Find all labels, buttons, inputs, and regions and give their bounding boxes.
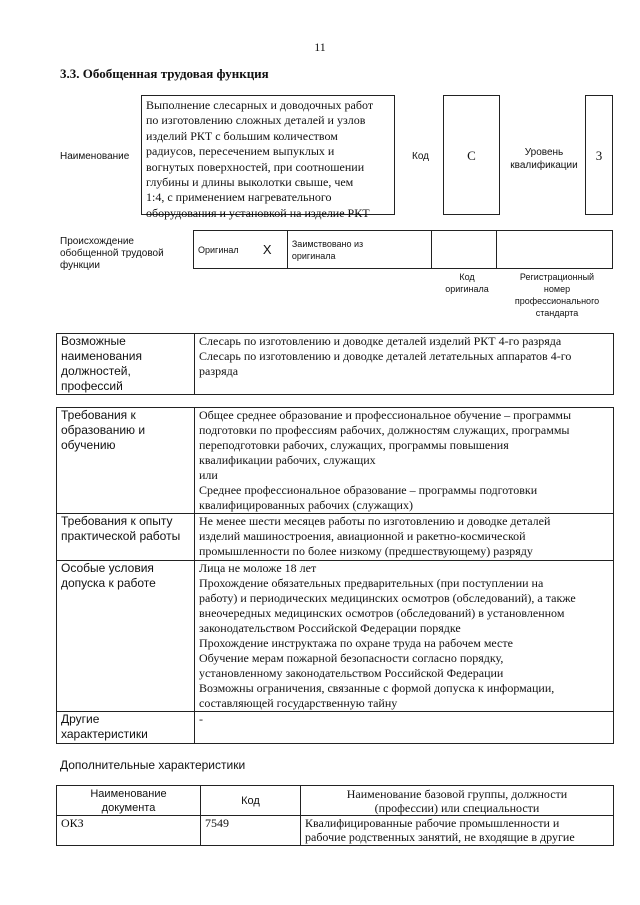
- code-label: Код: [412, 151, 430, 162]
- original-mark-cell: [247, 231, 287, 269]
- admission-label: [57, 561, 195, 712]
- origin-table: [193, 230, 613, 269]
- function-name-line: изделий РКТ с большим количеством: [146, 128, 338, 143]
- job-titles-table: [56, 333, 614, 395]
- experience-label: [57, 514, 195, 561]
- origin-label-line: функции: [60, 260, 100, 271]
- experience-line: изделий машиностроения, авиационной и ракетно-космической: [199, 529, 526, 543]
- job-titles-label-line: профессий: [61, 379, 123, 393]
- page-number: 11: [314, 40, 326, 54]
- table-row: [57, 816, 614, 846]
- other-value: [195, 712, 614, 744]
- admission-line: установленному законодательством Российской Федерации: [199, 666, 504, 680]
- experience-label-line: практической работы: [61, 529, 181, 543]
- admission-line: Прохождение инструктажа по охране труда на рабочем месте: [199, 636, 513, 650]
- function-name-line: радиусов, пересечением выпуклых и: [146, 144, 335, 159]
- reg-number-cell: [497, 231, 613, 269]
- other-label-line: Другие: [61, 712, 100, 726]
- header-group-line: Наименование базовой группы, должности: [346, 786, 568, 801]
- original-cell: [194, 231, 248, 269]
- admission-line: внеочередных медицинских осмотров (обследований) в установленном: [199, 606, 565, 620]
- job-titles-label-line: наименования: [61, 349, 142, 363]
- admission-line: Прохождение обязательных предварительных (при поступлении на: [199, 576, 544, 590]
- education-line: подготовки по профессиям рабочих, должностям служащих, программы: [199, 423, 570, 437]
- original-mark: X: [262, 242, 272, 257]
- code-original-cell: [431, 231, 497, 269]
- admission-line: Лица не моложе 18 лет: [199, 561, 317, 575]
- code-original-caption-line: Код: [459, 272, 475, 282]
- row-group-line: Квалифицированные рабочие промышленности и: [305, 816, 560, 830]
- qualification-level-label: [503, 146, 585, 172]
- borrowed-label-line: Заимствовано из: [291, 238, 364, 249]
- requirement-row-admission: [57, 561, 614, 712]
- header-code-text: Код: [241, 794, 260, 807]
- education-label-line: Требования к: [61, 408, 136, 422]
- experience-label-line: Требования к опыту: [61, 514, 173, 528]
- education-line: или: [199, 468, 218, 482]
- other-line: -: [199, 712, 203, 726]
- qualification-level-box: [585, 95, 613, 215]
- reg-number-caption-line: профессионального: [514, 296, 600, 306]
- additional-title: Дополнительные характеристики: [60, 758, 246, 772]
- function-name-box: [141, 95, 395, 220]
- origin-label-line: обобщенной трудовой: [60, 248, 164, 259]
- job-title-line: разряда: [199, 364, 239, 378]
- education-line: квалификации рабочих, служащих: [199, 453, 376, 467]
- education-label: [57, 408, 195, 514]
- admission-label-line: Особые условия: [61, 561, 154, 575]
- origin-label-line: Происхождение: [60, 236, 134, 247]
- section-title: 3.3. Обобщенная трудовая функция: [60, 66, 269, 81]
- requirement-row-experience: [57, 514, 614, 561]
- name-label: Наименование: [60, 151, 130, 162]
- education-line: Среднее профессиональное образование – программы подготовки: [199, 483, 538, 497]
- experience-line: промышленности по более низкому (предшествующему) разряду: [199, 544, 533, 558]
- function-name-line: Выполнение слесарных и доводочных работ: [146, 98, 374, 112]
- education-label-line: обучению: [61, 438, 116, 452]
- function-name-line: оборудования и установкой на изделие РКТ: [146, 205, 370, 220]
- reg-number-caption-line: Регистрационный: [519, 272, 595, 282]
- qualification-level-label-line: квалификации: [510, 160, 578, 171]
- additional-table: [56, 785, 614, 846]
- other-label: [57, 712, 195, 744]
- origin-label: [60, 236, 164, 272]
- experience-line: Не менее шести месяцев работы по изготовлению и доводке деталей: [199, 514, 551, 528]
- job-title-line: Слесарь по изготовлению и доводке деталей изделий РКТ 4-го разряда: [199, 334, 562, 348]
- admission-line: законодательством Российской Федерации порядке: [199, 621, 461, 635]
- header-document-name-line: документа: [101, 801, 156, 814]
- education-line: квалифицированных рабочих (служащих): [199, 498, 413, 512]
- job-titles-value: [195, 334, 614, 395]
- row-document: [57, 816, 201, 846]
- admission-line: составляющей государственную тайну: [199, 696, 398, 710]
- education-line: Общее среднее образование и профессиональное обучение – программы: [199, 408, 572, 422]
- other-label-line: характеристики: [61, 727, 148, 741]
- admission-line: работу) и периодических медицинских осмотров (обследований), а также: [199, 591, 576, 605]
- requirement-row-education: [57, 408, 614, 514]
- additional-header-row: [57, 786, 614, 816]
- code-value: С: [467, 148, 476, 163]
- function-name-line: по изготовлению сложных деталей и узлов: [146, 113, 366, 128]
- function-name-line: вогнутых поверхностей, при соотношении: [146, 159, 365, 174]
- function-name-line: 1:4, с применением нагревательного: [146, 190, 332, 205]
- requirement-row-other: [57, 712, 614, 744]
- row-code-text: 7549: [205, 816, 229, 830]
- qualification-level-value: 3: [595, 148, 603, 163]
- experience-value: [195, 514, 614, 561]
- row-code: [201, 816, 301, 846]
- job-titles-label-line: Возможные: [61, 334, 126, 348]
- job-title-line: Слесарь по изготовлению и доводке деталей летательных аппаратов 4-го: [199, 349, 572, 363]
- row-document-text: ОКЗ: [61, 816, 84, 830]
- borrowed-label-line: оригинала: [291, 250, 336, 261]
- requirements-table: [56, 407, 614, 744]
- header-document-name: [57, 786, 201, 816]
- reg-number-caption-line: номер: [543, 284, 571, 294]
- education-label-line: образованию и: [61, 423, 146, 437]
- row-group: [301, 816, 614, 846]
- admission-value: [195, 561, 614, 712]
- row-group-line: рабочие родственных занятий, не входящие в другие: [305, 830, 575, 844]
- education-value: [195, 408, 614, 514]
- header-group: [301, 786, 614, 816]
- header-group-line: (профессии) или специальности: [374, 800, 540, 815]
- reg-number-caption: [500, 271, 614, 319]
- admission-line: Обучение мерам пожарной безопасности согласно порядку,: [199, 651, 504, 665]
- education-line: переподготовки рабочих, служащих, программы повышения: [199, 438, 509, 452]
- borrowed-cell: [287, 231, 431, 269]
- header-code: [201, 786, 301, 816]
- header-document-name-line: Наименование: [90, 787, 167, 800]
- admission-label-line: допуска к работе: [61, 576, 156, 590]
- reg-number-caption-line: стандарта: [535, 308, 579, 318]
- original-label: Оригинал: [198, 244, 239, 255]
- job-titles-label-line: должностей,: [61, 364, 131, 378]
- admission-line: Возможны ограничения, связанные с формой допуска к информации,: [199, 681, 555, 695]
- qualification-level-label-line: Уровень: [524, 147, 564, 158]
- code-original-caption: [436, 271, 498, 295]
- job-titles-label: [57, 334, 195, 395]
- code-box: [443, 95, 500, 215]
- code-original-caption-line: оригинала: [445, 284, 489, 294]
- function-name-line: глубины и длины выколотки свыше, чем: [146, 175, 354, 190]
